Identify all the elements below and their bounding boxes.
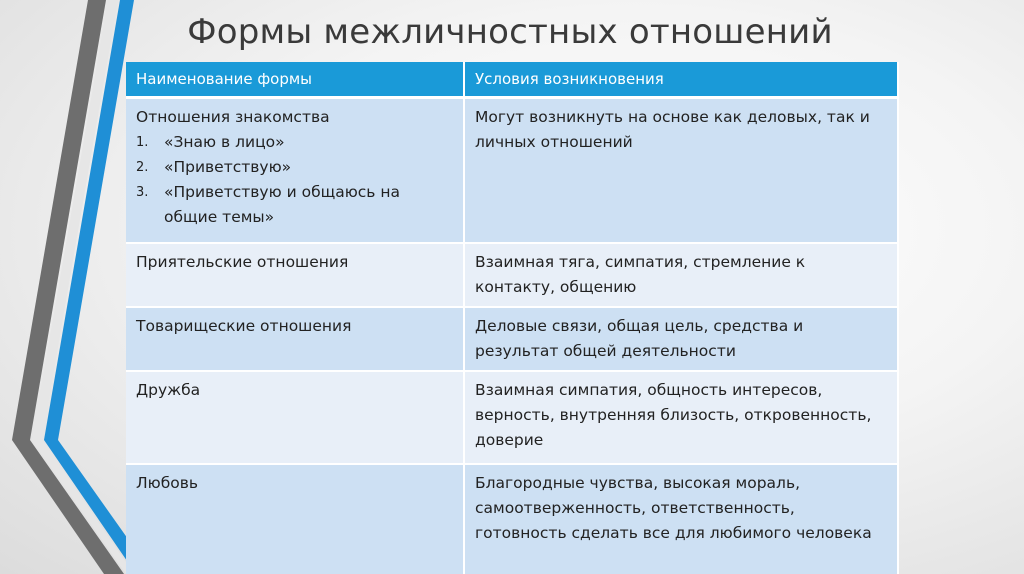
table-row: [126, 371, 898, 464]
condition-cell: Деловые связи, общая цель, средства и результат общей деятельности: [464, 307, 898, 371]
list-item: [136, 155, 453, 180]
list-item: [136, 130, 453, 155]
decorative-stripes: [0, 0, 140, 574]
slide-title: Формы межличностных отношений: [187, 12, 833, 52]
list-text: «Приветствую и общаюсь на общие темы»: [164, 183, 400, 226]
list-number: 3.: [136, 185, 149, 200]
list-item: [136, 180, 453, 230]
condition-cell: Взаимная симпатия, общность интересов, верность, внутренняя близость, откровенность, доверие: [464, 371, 898, 464]
stripe-light-upper: [32, 0, 118, 440]
header-form-name: Наименование формы: [126, 62, 464, 98]
list-number: 1.: [136, 135, 149, 150]
list-text: «Знаю в лицо»: [164, 133, 285, 151]
table-row: [126, 98, 898, 244]
header-conditions: Условия возникновения: [464, 62, 898, 98]
form-cell: Дружба: [126, 371, 464, 464]
condition-cell: Могут возникнуть на основе как деловых, так и личных отношений: [464, 98, 898, 244]
stripe-light-lower: [32, 440, 134, 574]
relations-table: [126, 62, 899, 574]
table-row: [126, 243, 898, 307]
form-cell: Приятельские отношения: [126, 243, 464, 307]
acquaintance-levels-list: [136, 130, 453, 230]
condition-cell: Благородные чувства, высокая мораль, самоотверженность, ответственность, готовность сделать все для любимого человека: [464, 464, 898, 574]
list-text: «Приветствую»: [164, 158, 292, 176]
form-cell: [126, 98, 464, 244]
form-name: Отношения знакомства: [136, 108, 330, 126]
table-header-row: [126, 62, 898, 98]
table-row: [126, 307, 898, 371]
list-number: 2.: [136, 160, 149, 175]
form-cell: Товарищеские отношения: [126, 307, 464, 371]
table-row: [126, 464, 898, 574]
form-cell: Любовь: [126, 464, 464, 574]
condition-cell: Взаимная тяга, симпатия, стремление к контакту, общению: [464, 243, 898, 307]
